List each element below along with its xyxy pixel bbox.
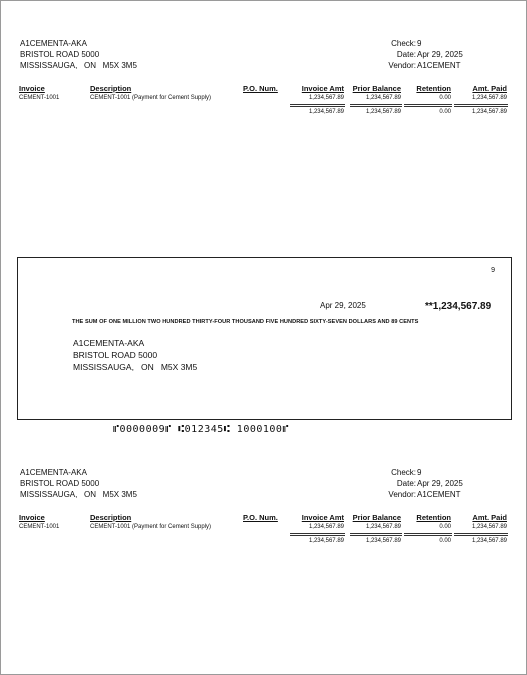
- total-rule: [404, 533, 452, 536]
- vendor-name: A1CEMENTA-AKA: [20, 468, 87, 477]
- row-invoice-amt: 1,234,567.89: [308, 524, 344, 530]
- col-invoice: Invoice: [19, 84, 45, 93]
- col-amt-paid: Amt. Paid: [472, 84, 507, 93]
- check-value: 9: [417, 39, 422, 48]
- check-amount: **1,234,567.89: [425, 301, 492, 312]
- check-value: 9: [417, 468, 422, 477]
- check-body: [17, 257, 512, 420]
- vendor-address: [20, 38, 137, 71]
- payee-address-line2: MISSISSAUGA, ON M5X 3M5: [73, 362, 198, 372]
- row-amt-paid: 1,234,567.89: [471, 524, 507, 530]
- total-rule: [454, 104, 508, 107]
- check-number: 9: [491, 267, 495, 274]
- vendor-address-line2: MISSISSAUGA, ON M5X 3M5: [20, 490, 137, 499]
- date-label: Date:: [396, 479, 416, 488]
- col-description: Description: [90, 513, 132, 522]
- check-label: Check:: [391, 39, 416, 48]
- row-invoice-amt: 1,234,567.89: [308, 95, 344, 101]
- total-amt-paid: 1,234,567.89: [471, 109, 507, 115]
- total-rule: [350, 533, 402, 536]
- row-prior-balance: 1,234,567.89: [365, 95, 401, 101]
- col-prior-balance: Prior Balance: [352, 513, 401, 522]
- total-rule: [350, 104, 402, 107]
- date-value: Apr 29, 2025: [417, 50, 463, 59]
- total-prior-balance: 1,234,567.89: [365, 109, 401, 115]
- check-label: Check:: [391, 468, 416, 477]
- micr-line: ⑈0000009⑈ ⑆012345⑆ 1000100⑈: [113, 424, 289, 435]
- total-invoice-amt: 1,234,567.89: [308, 109, 344, 115]
- total-prior-balance: 1,234,567.89: [365, 538, 401, 544]
- row-prior-balance: 1,234,567.89: [365, 524, 401, 530]
- total-rule: [290, 104, 345, 107]
- payee-name: A1CEMENTA-AKA: [73, 338, 145, 348]
- col-invoice-amt: Invoice Amt: [301, 513, 344, 522]
- col-invoice-amt: Invoice Amt: [301, 84, 344, 93]
- vendor-address-line1: BRISTOL ROAD 5000: [20, 50, 100, 59]
- col-po-num: P.O. Num.: [243, 513, 278, 522]
- col-amt-paid: Amt. Paid: [472, 513, 507, 522]
- vendor-label: Vendor:: [388, 490, 416, 499]
- check-date: Apr 29, 2025: [320, 301, 366, 310]
- col-description: Description: [90, 84, 132, 93]
- col-retention: Retention: [416, 513, 451, 522]
- row-retention: 0.00: [439, 95, 451, 101]
- date-label: Date:: [396, 50, 416, 59]
- col-prior-balance: Prior Balance: [352, 84, 401, 93]
- total-amt-paid: 1,234,567.89: [471, 538, 507, 544]
- row-amt-paid: 1,234,567.89: [471, 95, 507, 101]
- total-rule: [454, 533, 508, 536]
- total-rule: [290, 533, 345, 536]
- vendor-label: Vendor:: [388, 61, 416, 70]
- date-value: Apr 29, 2025: [417, 479, 463, 488]
- check-payee: [73, 337, 197, 373]
- check-meta: [389, 467, 509, 500]
- payee-address-line1: BRISTOL ROAD 5000: [73, 350, 158, 360]
- total-invoice-amt: 1,234,567.89: [308, 538, 344, 544]
- vendor-value: A1CEMENT: [417, 490, 461, 499]
- check-amount-words: THE SUM OF ONE MILLION TWO HUNDRED THIRTY-FOUR THOUSAND FIVE HUNDRED SIXTY-SEVEN DOLLARS AND 89 CENTS: [72, 319, 419, 325]
- row-retention: 0.00: [439, 524, 451, 530]
- row-description: CEMENT-1001 (Payment for Cement Supply): [90, 524, 212, 530]
- total-rule: [404, 104, 452, 107]
- check-meta: [389, 38, 509, 71]
- total-retention: 0.00: [439, 538, 451, 544]
- row-invoice: CEMENT-1001: [19, 524, 60, 530]
- col-po-num: P.O. Num.: [243, 84, 278, 93]
- vendor-address: [20, 467, 137, 500]
- row-invoice: CEMENT-1001: [19, 95, 60, 101]
- total-retention: 0.00: [439, 109, 451, 115]
- vendor-value: A1CEMENT: [417, 61, 461, 70]
- vendor-address-line1: BRISTOL ROAD 5000: [20, 479, 100, 488]
- vendor-name: A1CEMENTA-AKA: [20, 39, 87, 48]
- col-invoice: Invoice: [19, 513, 45, 522]
- col-retention: Retention: [416, 84, 451, 93]
- vendor-address-line2: MISSISSAUGA, ON M5X 3M5: [20, 61, 137, 70]
- row-description: CEMENT-1001 (Payment for Cement Supply): [90, 95, 212, 101]
